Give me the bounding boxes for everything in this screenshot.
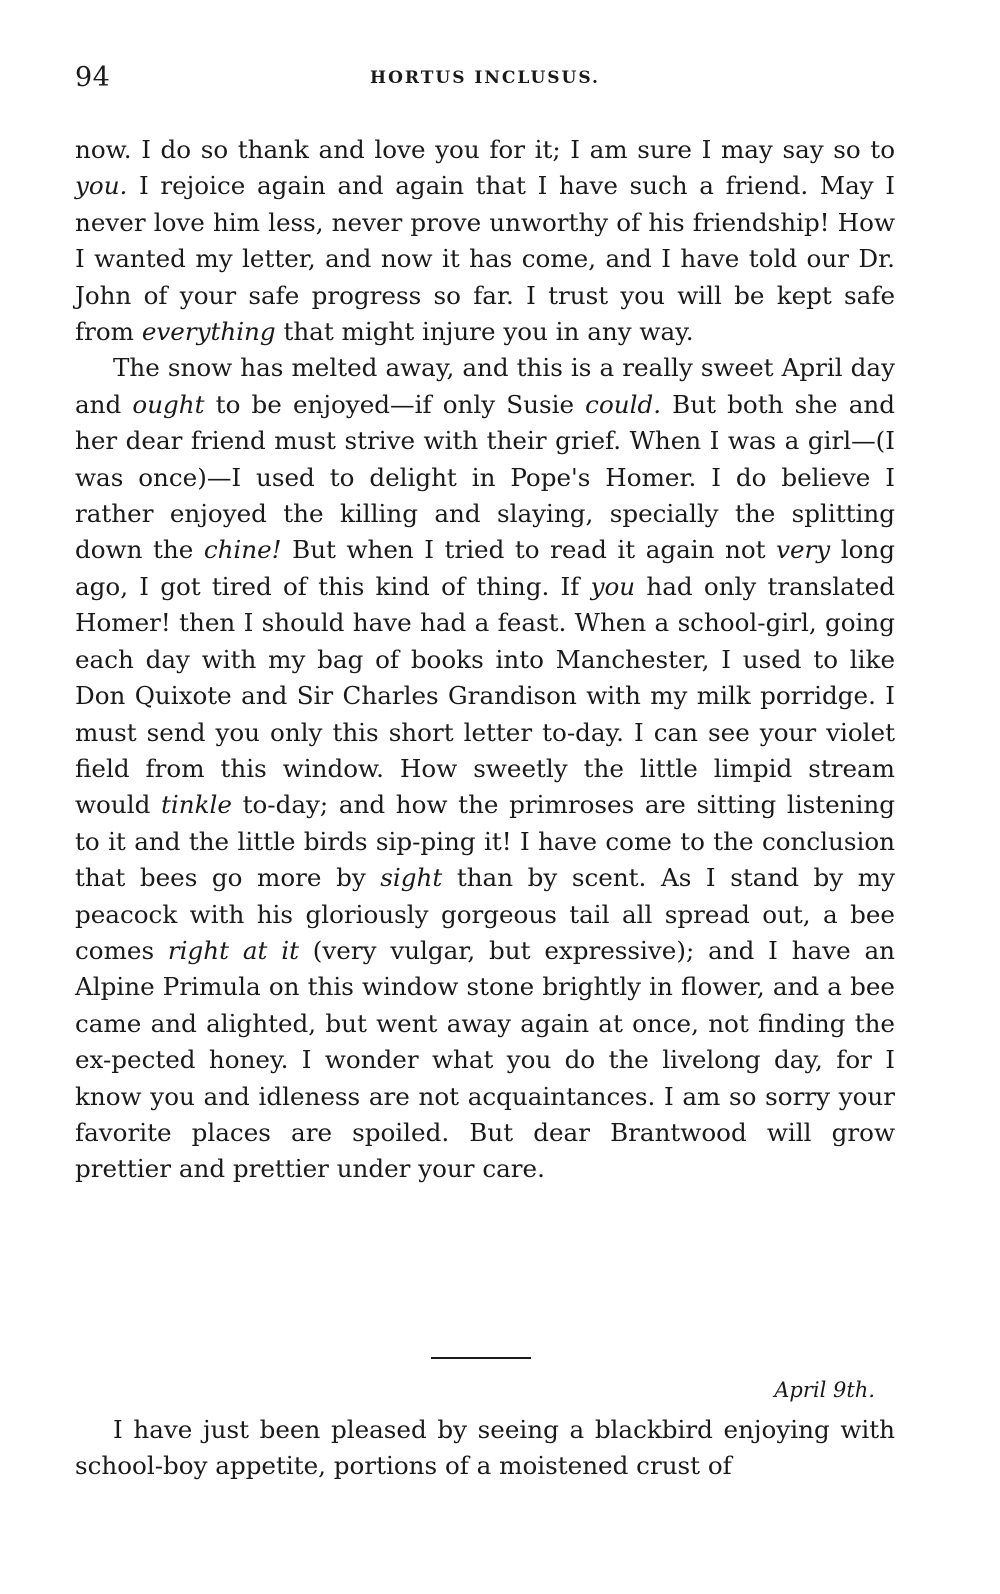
- p2-italic-8: right at it: [167, 935, 299, 965]
- p2-text-4: But when I tried to read it again not: [281, 535, 777, 565]
- running-head: [75, 62, 895, 96]
- p1-text-3: that might injure you in any way.: [275, 317, 694, 347]
- p2-text-8: than by scent. As I stand by my peacock with his gloriously gorgeous tail all spread out, a bee comes: [75, 863, 895, 965]
- p2-italic-1: ought: [132, 389, 205, 419]
- p2-italic-7: sight: [380, 863, 443, 893]
- p1-italic-2: everything: [141, 317, 276, 347]
- p2-text-7: to-day; and how the primroses are sitting listening to it and the little birds sip-ping it! I have come to the conclusion that bees go more by: [75, 790, 895, 893]
- p1-text-2: I rejoice again and again that I have such a friend. May I never love him less, never prove unworthy of his friendship! How I wanted my letter, and now it has come, and I have told our Dr. John of your safe progress so far. I trust you will be kept safe from: [75, 171, 895, 347]
- p2-text-2: to be enjoyed—if only Susie: [204, 389, 586, 419]
- p2-text-3: But both she and her dear friend must strive with their grief. When I was a girl—(I was once)—I used to delight in Pope's Homer. I do believe I rather enjoyed the killing and slaying, specially the splitting down the: [75, 389, 895, 565]
- paragraph-2: [75, 350, 895, 1187]
- section-divider-rule: [431, 1357, 531, 1359]
- p2-italic-3: chine!: [203, 535, 282, 565]
- p2-italic-5: you: [590, 571, 636, 601]
- running-title: HORTUS INCLUSUS.: [370, 68, 600, 88]
- p2-italic-2: could.: [585, 389, 662, 419]
- p2-text-1: The snow has melted away, and this is a really sweet April day and: [75, 353, 895, 419]
- p2-text-5: long ago, I got tired of this kind of thing. If: [75, 535, 896, 601]
- p2-italic-6: tinkle: [161, 790, 232, 820]
- p2-italic-4: very: [776, 535, 831, 565]
- dateline: April 9th.: [774, 1378, 875, 1402]
- paragraph-3: I have just been pleased by seeing a blackbird enjoying with school-boy appetite, portions of a moistened crust of: [75, 1415, 895, 1481]
- p2-text-6: had only translated Homer! then I should have had a feast. When a school-girl, going each day with my bag of books into Manchester, I used to like Don Quixote and Sir Charles Grandison with my milk porridge. I must send you only this short letter to-day. I can see your violet field from this window. How sweetly the little limpid stream would: [75, 571, 896, 820]
- paragraph-1: [75, 132, 895, 350]
- p2-text-9: (very vulgar, but expressive); and I have an Alpine Primula on this window stone brightly in flower, and a bee came and alighted, but went away again at once, not finding the ex-pected honey. I wonder what you do the livelong day, for I know you and idleness are not acquaintances. I am so sorry your favorite places are spoiled. But dear Brantwood will grow prettier and prettier under your care.: [75, 935, 895, 1184]
- letter-body: [75, 132, 895, 1188]
- p1-italic-1: you.: [75, 171, 128, 201]
- p1-text-1: now. I do so thank and love you for it; I am sure I may say so to: [75, 135, 895, 164]
- page-number: 94: [75, 62, 111, 93]
